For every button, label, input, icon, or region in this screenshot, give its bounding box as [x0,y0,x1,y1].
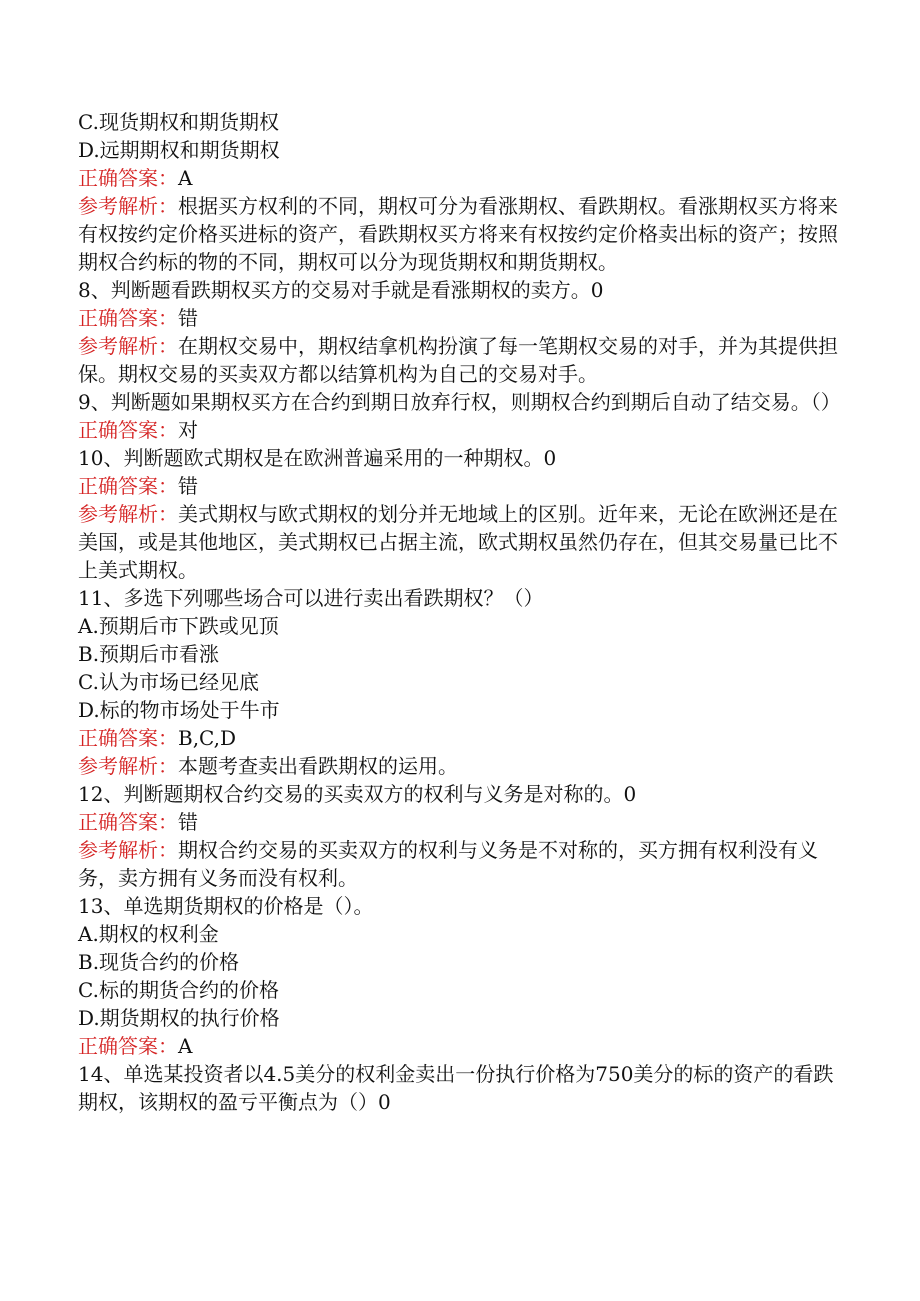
q11-option-d: D.标的物市场处于牛市 [78,698,280,722]
answer-label: 正确答案： [78,726,178,750]
q13-answer [78,1032,838,1060]
answer-value: 错 [178,810,198,834]
q13-option-d: D.期货期权的执行价格 [78,1006,280,1030]
document-page [78,108,841,1116]
q11-analysis [78,752,838,780]
q11-option-c: C.认为市场已经见底 [78,670,259,694]
q11-option-b: B.预期后市看涨 [78,642,220,666]
analysis-text: 期权合约交易的买卖双方的权利与义务是不对称的，买方拥有权利没有义务，卖方拥有义务而没有权利。 [78,838,818,890]
q7-option-c: C.现货期权和期货期权 [78,110,279,134]
answer-value: A [178,166,193,190]
q7-analysis [78,192,838,276]
answer-label: 正确答案： [78,474,178,498]
answer-value: 错 [178,474,198,498]
answer-label: 正确答案： [78,810,178,834]
analysis-text: 本题考查卖出看跌期权的运用。 [178,754,458,778]
analysis-label: 参考解析： [78,502,178,526]
q10-answer [78,472,838,500]
q13-option-a: A.期权的权利金 [78,922,219,946]
analysis-label: 参考解析： [78,754,178,778]
q11-option-a: A.预期后市下跌或见顶 [78,614,279,638]
answer-value: 错 [178,306,198,330]
answer-value: B,C,D [178,726,237,750]
answer-label: 正确答案： [78,306,178,330]
analysis-text: 根据买方权利的不同，期权可分为看涨期权、看跌期权。看涨期权买方将来有权按约定价格买进标的资产，看跌期权买方将来有权按约定价格卖出标的资产；按照期权合约标的物的不同，期权可以分为现货期权和期货期权。 [78,194,838,274]
answer-label: 正确答案： [78,166,178,190]
q10-analysis [78,500,838,584]
analysis-text: 美式期权与欧式期权的划分并无地域上的区别。近年来，无论在欧洲还是在美国，或是其他地区，美式期权已占据主流，欧式期权虽然仍存在，但其交易量已比不上美式期权。 [78,502,838,582]
q7-answer [78,164,838,192]
q13-option-c: C.标的期货合约的价格 [78,978,279,1002]
q9-answer [78,416,838,444]
q8-analysis [78,332,838,388]
answer-label: 正确答案： [78,418,178,442]
q9-question: 9、判断题如果期权买方在合约到期日放弃行权，则期权合约到期后自动了结交易。（） [78,390,841,414]
q14-question: 14、单选某投资者以4.5美分的权利金卖出一份执行价格为750美分的标的资产的看跌期权，该期权的盈亏平衡点为（）0 [78,1062,834,1114]
q13-question: 13、单选期货期权的价格是（）。 [78,894,374,918]
q12-analysis [78,836,838,892]
q12-answer [78,808,838,836]
q11-answer [78,724,838,752]
q10-question: 10、判断题欧式期权是在欧洲普遍采用的一种期权。0 [78,446,557,470]
answer-value: A [178,1034,193,1058]
q8-answer [78,304,838,332]
q13-option-b: B.现货合约的价格 [78,950,240,974]
analysis-label: 参考解析： [78,194,178,218]
q8-question: 8、判断题看跌期权买方的交易对手就是看涨期权的卖方。0 [78,278,604,302]
q11-question: 11、多选下列哪些场合可以进行卖出看跌期权？（） [78,586,544,610]
analysis-label: 参考解析： [78,334,178,358]
answer-value: 对 [178,418,198,442]
q12-question: 12、判断题期权合约交易的买卖双方的权利与义务是对称的。0 [78,782,637,806]
q7-option-d: D.远期期权和期货期权 [78,138,280,162]
answer-label: 正确答案： [78,1034,178,1058]
analysis-label: 参考解析： [78,838,178,862]
analysis-text: 在期权交易中，期权结拿机构扮演了每一笔期权交易的对手，并为其提供担保。期权交易的买卖双方都以结算机构为自己的交易对手。 [78,334,838,386]
